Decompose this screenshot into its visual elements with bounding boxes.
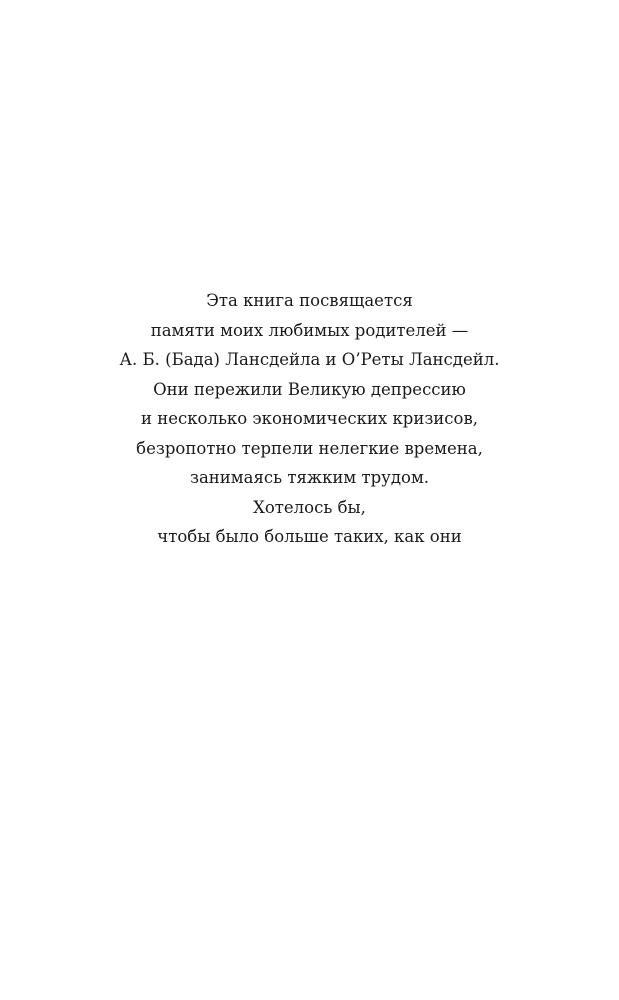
dedication-line: и несколько экономических кризисов, bbox=[140, 409, 479, 428]
dedication-text bbox=[0, 286, 619, 552]
dedication-line: занимаясь тяжким трудом. bbox=[189, 468, 430, 487]
dedication-line: А. Б. (Бада) Лансдейла и О’Реты Лансдейл. bbox=[119, 350, 500, 369]
dedication-line: безропотно терпели нелегкие времена, bbox=[136, 438, 483, 458]
dedication-line: памяти моих любимых родителей — bbox=[150, 320, 469, 340]
dedication-line: чтобы было больше таких, как они bbox=[157, 527, 462, 546]
dedication-line: Эта книга посвящается bbox=[206, 291, 413, 310]
dedication-line: Хотелось бы, bbox=[253, 497, 366, 517]
dedication-line: Они пережили Великую депрессию bbox=[153, 379, 466, 399]
